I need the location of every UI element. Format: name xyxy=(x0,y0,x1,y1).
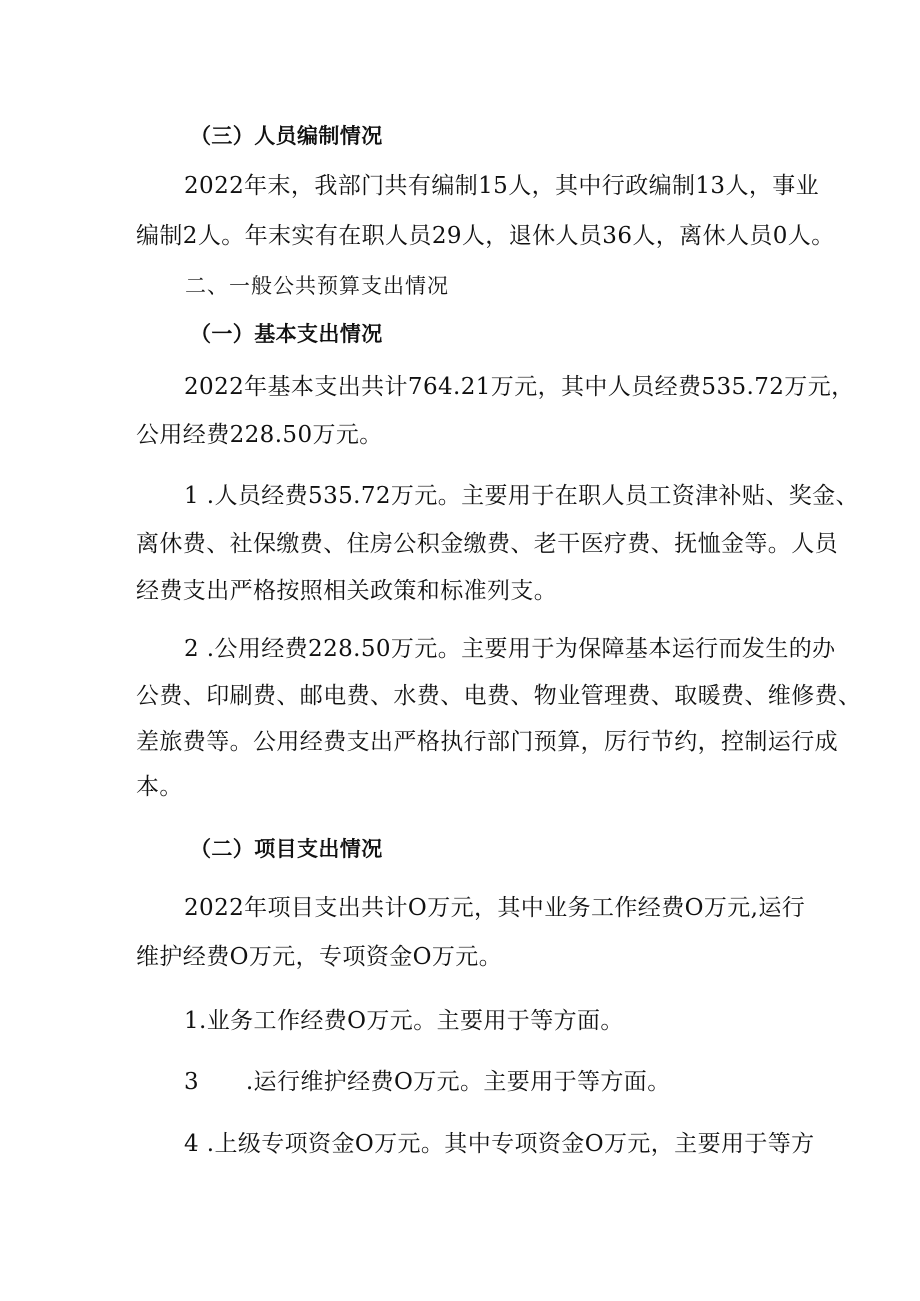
paragraph-line-basic-2: 公用经费228.50万元。 xyxy=(136,422,383,448)
paragraph-line-staffing-2: 编制2人。年末实有在职人员29人，退休人员36人，离休人员0人。 xyxy=(136,223,835,249)
heading-project-expenditure: （二）项目支出情况 xyxy=(190,836,383,861)
paragraph-line-public-2: 公费、印刷费、邮电费、水费、电费、物业管理费、取暖费、维修费、 xyxy=(136,683,862,709)
paragraph-line-project-1: 2022年项目支出共计O万元，其中业务工作经费O万元,运行 xyxy=(184,895,806,921)
heading-basic-expenditure: （一）基本支出情况 xyxy=(190,321,383,346)
paragraph-line-public-4: 本。 xyxy=(136,774,183,800)
paragraph-line-personnel-1: 1 .人员经费535.72万元。主要用于在职人员工资津补贴、奖金、 xyxy=(184,483,859,509)
paragraph-line-personnel-3: 经费支出严格按照相关政策和标准列支。 xyxy=(136,578,558,604)
paragraph-line-business-expense: 1.业务工作经费O万元。主要用于等方面。 xyxy=(184,1008,624,1034)
paragraph-line-public-1: 2 .公用经费228.50万元。主要用于为保障基本运行而发生的办 xyxy=(184,636,836,662)
heading-staffing: （三）人员编制情况 xyxy=(190,123,383,148)
paragraph-line-personnel-2: 离休费、社保缴费、住房公积金缴费、老干医疗费、抚恤金等。人员 xyxy=(136,531,838,557)
paragraph-line-project-2: 维护经费O万元，专项资金O万元。 xyxy=(136,944,503,970)
section-title-general-budget: 二、一般公共预算支出情况 xyxy=(185,274,449,298)
paragraph-line-basic-1: 2022年基本支出共计764.21万元，其中人员经费535.72万元， xyxy=(184,374,855,400)
paragraph-line-public-3: 差旅费等。公用经费支出严格执行部门预算，厉行节约，控制运行成 xyxy=(136,729,838,755)
paragraph-line-maintenance-expense: 3 .运行维护经费O万元。主要用于等方面。 xyxy=(184,1069,671,1095)
paragraph-line-special-fund: 4 .上级专项资金O万元。其中专项资金O万元，主要用于等方 xyxy=(184,1131,815,1157)
paragraph-line-staffing-1: 2022年末，我部门共有编制15人，其中行政编制13人，事业 xyxy=(184,173,820,199)
